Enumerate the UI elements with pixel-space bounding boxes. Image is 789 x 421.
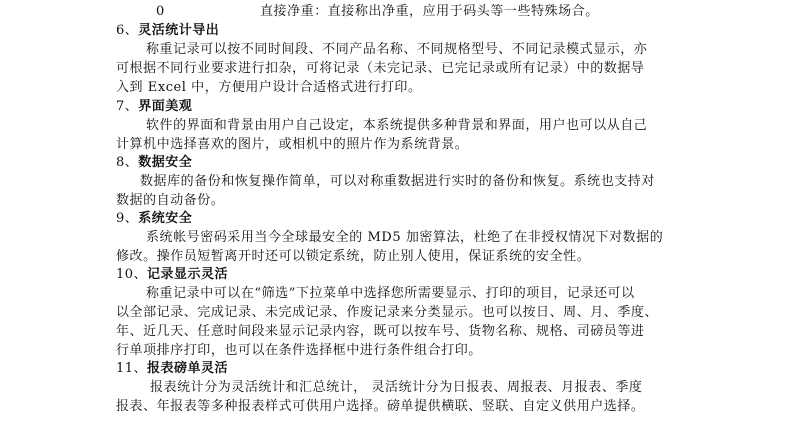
- paragraph-line: 行单项排序打印，也可以在条件选择框中进行条件组合打印。: [116, 343, 482, 358]
- paragraph-line: 可根据不同行业要求进行扣杂，可将记录（未完记录、已完记录或所有记录）中的数据导: [116, 61, 645, 76]
- section-heading-6: [116, 21, 219, 40]
- section-heading-8: [116, 153, 192, 172]
- section-heading-9: [116, 209, 192, 228]
- section-title: 界面美观: [138, 99, 193, 114]
- paragraph-line: 报表统计分为灵活统计和汇总统计， 灵活统计分为日报表、周报表、月报表、季度: [150, 380, 643, 395]
- paragraph-line: 软件的界面和背景由用户自己设定，本系统提供多种背景和界面，用户也可以从自己: [146, 118, 648, 133]
- section-heading-10: [116, 265, 228, 284]
- paragraph-line: 以全部记录、完成记录、未完成记录、作废记录来分类显示。也可以按日、周、月、季度、: [116, 305, 659, 320]
- paragraph-line: 计算机中选择喜欢的图片，或相机中的照片作为系统背景。: [116, 137, 469, 152]
- section-number: 7、: [116, 99, 139, 114]
- paragraph-line: 修改。操作员短暂离开时还可以锁定系统，防止别人使用，保证系统的安全性。: [116, 249, 591, 264]
- section-title: 灵活统计导出: [138, 23, 220, 38]
- section-number: 11、: [116, 361, 148, 376]
- paragraph-line: 称重记录可以按不同时间段、不同产品名称、不同规格型号、不同记录模式显示，亦: [146, 42, 648, 57]
- paragraph-line: 系统帐号密码采用当今全球最安全的 MD5 加密算法，杜绝了在非授权情况下对数据的: [146, 230, 664, 245]
- section-title: 数据安全: [138, 155, 193, 170]
- section-number: 8、: [116, 155, 139, 170]
- paragraph-line: 数据的自动备份。: [116, 193, 225, 208]
- section-title: 系统安全: [138, 211, 193, 226]
- section-heading-7: [116, 97, 192, 116]
- section-number: 9、: [116, 211, 139, 226]
- paragraph-line: 年、近几天、任意时间段来显示记录内容，既可以按车号、货物名称、规格、司磅员等进: [116, 324, 645, 339]
- paragraph-line: 报表、年报表等多种报表样式可供用户选择。磅单提供横联、竖联、自定义供用户选择。: [116, 399, 645, 414]
- paragraph-line: 数据库的备份和恢复操作简单，可以对称重数据进行实时的备份和恢复。系统也支持对: [140, 174, 655, 189]
- intro-mark: 0: [156, 4, 165, 19]
- paragraph-line: 称重记录中可以在“筛选”下拉菜单中选择您所需要显示、打印的项目，记录还可以: [146, 286, 635, 301]
- section-number: 10、: [116, 267, 148, 282]
- paragraph-line: 入到 Excel 中，方便用户设计合适格式进行打印。: [116, 80, 422, 95]
- section-heading-11: [116, 359, 228, 378]
- section-title: 记录显示灵活: [147, 267, 229, 282]
- section-title: 报表磅单灵活: [147, 361, 229, 376]
- intro-text: 直接净重：直接称出净重，应用于码头等一些特殊场合。: [260, 4, 599, 19]
- section-number: 6、: [116, 23, 139, 38]
